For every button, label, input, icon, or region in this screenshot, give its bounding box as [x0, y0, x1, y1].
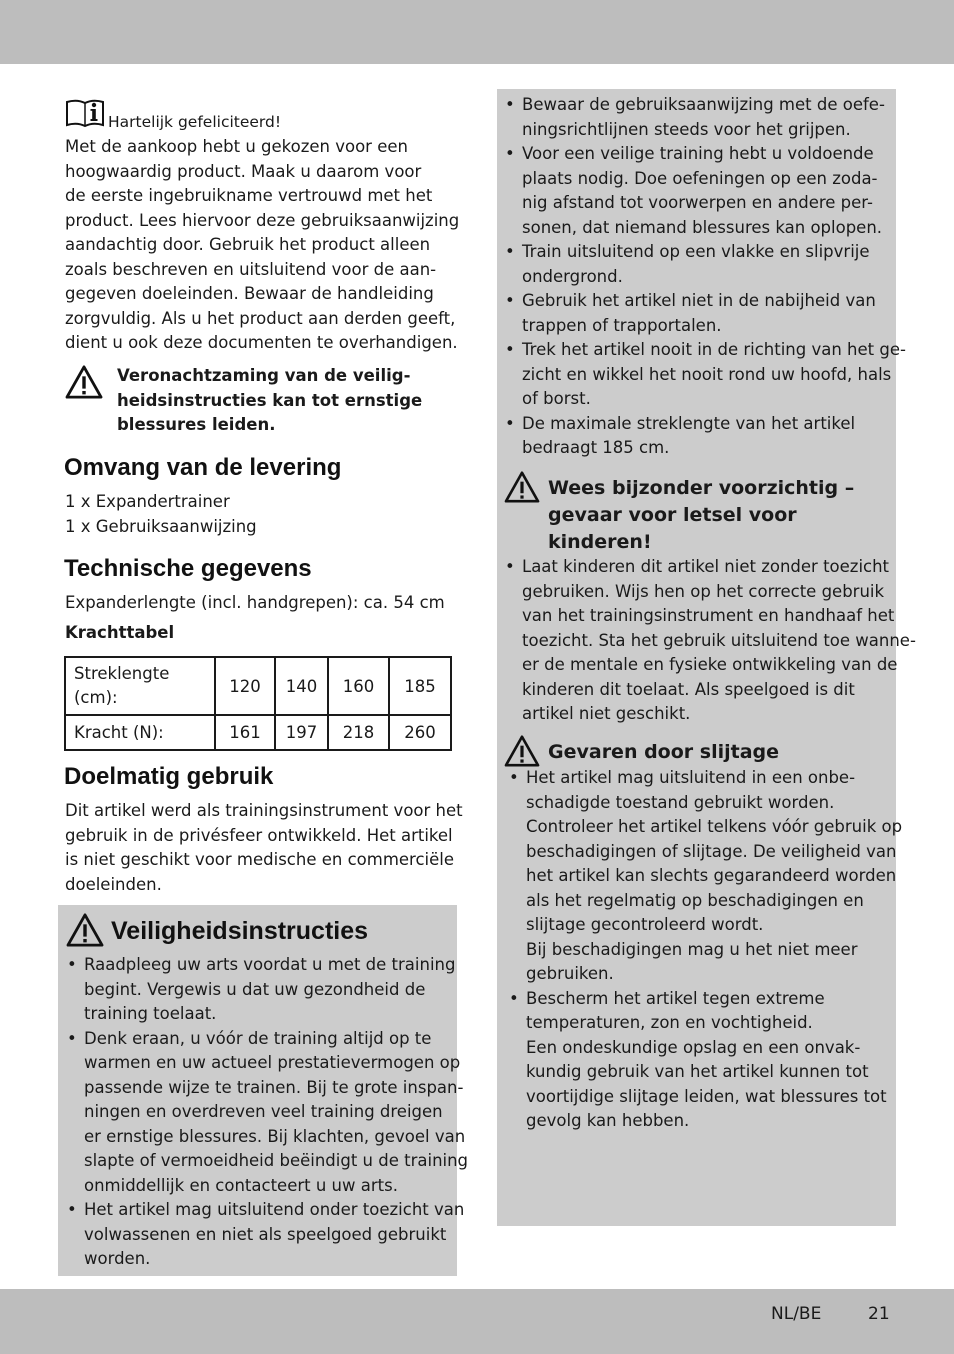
scope-item: 1 x Gebruiksaanwijzing	[65, 516, 257, 536]
list-item-line: Laat kinderen dit artikel niet zonder toezicht	[522, 557, 890, 576]
list-item-line: trappen of trapportalen.	[522, 315, 722, 335]
children-list	[504, 555, 916, 727]
training-list	[504, 93, 906, 461]
wear-list	[508, 766, 903, 1134]
warning-intro-text	[117, 364, 447, 438]
list-item-line: bedraagt 185 cm.	[522, 438, 670, 457]
intro-line: gegeven doeleinden. Bewaar de handleiding	[65, 284, 434, 303]
intro-line: product. Lees hiervoor deze gebruiksaanwijzing	[65, 210, 460, 230]
list-item-line: Voor een veilige training hebt u voldoende	[522, 144, 874, 163]
table-cell: 120	[215, 657, 275, 715]
table-cell: 140	[275, 657, 328, 715]
scope-heading: Omvang van de levering	[64, 454, 342, 481]
warning-triangle-icon	[503, 471, 541, 503]
list-item-line: zicht en wikkel het nooit rond uw hoofd, hals	[522, 364, 892, 384]
intended-use-heading: Doelmatig gebruik	[64, 763, 274, 790]
list-item	[66, 953, 456, 1027]
list-item-line: Trek het artikel nooit in de richting van het ge-	[522, 340, 906, 359]
list-item-line: toezicht. Sta het gebruik uitsluitend toe wanne-	[522, 630, 916, 650]
force-table-title: Krachttabel	[65, 623, 175, 642]
list-item	[504, 93, 894, 142]
list-item-line: volwassenen en niet als speelgoed gebruikt	[84, 1224, 447, 1244]
list-item-line: Bescherm het artikel tegen extreme	[526, 988, 825, 1008]
list-item-line: ningen en overdreven veel training dreigen	[84, 1102, 443, 1121]
list-item-line: Gebruik het artikel niet in de nabijheid van	[522, 291, 876, 310]
table-cell: 160	[328, 657, 389, 715]
safety-heading: Veiligheidsinstructies	[111, 917, 369, 945]
table-cell: 197	[275, 715, 328, 750]
bullet-icon: •	[505, 242, 515, 261]
intended-use-line: gebruik in de privésfeer ontwikkeld. Het artikel	[65, 825, 453, 845]
list-item-line: Het artikel mag uitsluitend onder toezicht van	[84, 1200, 465, 1219]
list-item-line: artikel niet geschikt.	[522, 704, 691, 723]
list-item-line: sonen, dat niemand blessures kan oplopen.	[522, 217, 883, 237]
expander-length: Expanderlengte (incl. handgrepen): ca. 54 cm	[65, 593, 445, 612]
list-item-line: slijtage gecontroleerd wordt.	[526, 915, 764, 934]
table-cell: 260	[389, 715, 451, 750]
warning-line: Veronachtzaming van de veilig-	[117, 366, 411, 385]
bullet-icon: •	[505, 95, 515, 114]
list-item-line: gevolg kan hebben.	[526, 1111, 690, 1130]
warning-triangle-icon	[503, 735, 541, 767]
list-item-line: Controleer het artikel telkens vóór gebruik op	[526, 817, 903, 836]
intended-use-paragraph	[65, 799, 463, 897]
intended-use-line: is niet geschikt voor medische en commerciële	[65, 850, 455, 869]
list-item-line: kundig gebruik van het artikel kunnen tot	[526, 1062, 869, 1081]
scope-list	[65, 490, 257, 539]
list-item-line: onmiddellijk en contacteert u uw arts.	[84, 1175, 398, 1195]
list-item	[504, 555, 916, 727]
list-item-line: van het trainingsinstrument en handhaaf het	[522, 606, 895, 625]
table-cell: 185	[389, 657, 451, 715]
bullet-icon: •	[505, 291, 515, 310]
list-item-line: gebruiken.	[526, 964, 614, 983]
list-item-line: begint. Vergewis u dat uw gezondheid de	[84, 979, 426, 999]
list-item-line: worden.	[84, 1249, 151, 1268]
page-number: 21	[868, 1304, 890, 1324]
list-item-line: beschadigingen of slijtage. De veiligheid van	[526, 841, 897, 861]
bullet-icon: •	[67, 1200, 77, 1219]
list-item-line: temperaturen, zon en vochtigheid.	[526, 1013, 813, 1032]
intro-line: Met de aankoop hebt u gekozen voor een	[65, 137, 408, 156]
bullet-icon: •	[509, 768, 519, 787]
list-item-line: schadigde toestand gebruikt worden.	[526, 792, 835, 812]
safety-list	[66, 953, 469, 1272]
children-heading-line: kinderen!	[548, 531, 652, 553]
list-item-line: Het artikel mag uitsluitend in een onbe-	[526, 768, 856, 787]
warning-triangle-icon	[65, 913, 105, 947]
bullet-icon: •	[67, 1028, 77, 1048]
warning-line: heidsinstructies kan tot ernstige	[117, 390, 423, 410]
list-item-line: passende wijze te trainen. Bij te grote inspan-	[84, 1077, 464, 1097]
intro-line: de eerste ingebruikname vertrouwd met het	[65, 186, 433, 205]
intro-paragraph	[65, 135, 460, 356]
children-heading-line: gevaar voor letsel voor	[548, 504, 797, 526]
list-item-line: Bij beschadigingen mag u het niet meer	[526, 939, 858, 959]
table-cell: 218	[328, 715, 389, 750]
intro-line: dient u ook deze documenten te overhandigen.	[65, 333, 458, 352]
list-item-line: als het regelmatig op beschadigingen en	[526, 890, 864, 910]
list-item-line: ondergrond.	[522, 266, 623, 286]
warning-triangle-icon	[64, 365, 104, 399]
table-row-label: Streklengte (cm):	[65, 657, 215, 715]
list-item-line: Denk eraan, u vóór de training altijd op te	[84, 1028, 432, 1048]
list-item-line: De maximale streklengte van het artikel	[522, 413, 856, 433]
list-item	[504, 240, 894, 289]
list-item	[66, 1198, 465, 1272]
list-item-line: nig afstand tot voorwerpen en andere per-	[522, 193, 873, 212]
table-row-label: Kracht (N):	[65, 715, 215, 750]
list-item-line: Bewaar de gebruiksaanwijzing met de oefe-	[522, 95, 885, 114]
list-item-line: warmen en uw actueel prestatievermogen op	[84, 1053, 461, 1072]
intended-use-line: Dit artikel werd als trainingsinstrument voor het	[65, 801, 463, 820]
list-item	[66, 1027, 469, 1199]
bullet-icon: •	[67, 955, 77, 974]
list-item-line: Train uitsluitend op een vlakke en slipvrije	[522, 242, 870, 261]
list-item	[504, 289, 894, 338]
bullet-icon: •	[505, 340, 515, 359]
wear-heading: Gevaren door slijtage	[548, 741, 780, 763]
list-item-line: ningsrichtlijnen steeds voor het grijpen.	[522, 119, 851, 139]
list-item-line: gebruiken. Wijs hen op het correcte gebruik	[522, 581, 885, 601]
intro-line: zorgvuldig. Als u het product aan derden geeft,	[65, 308, 456, 328]
table-cell: 161	[215, 715, 275, 750]
force-table	[64, 656, 452, 751]
tech-heading: Technische gegevens	[64, 555, 312, 582]
list-item-line: Een ondeskundige opslag en een onvak-	[526, 1037, 861, 1057]
intro-line: hoogwaardig product. Maak u daarom voor	[65, 161, 422, 181]
children-warning-heading	[548, 475, 854, 556]
list-item-line: training toelaat.	[84, 1004, 217, 1023]
list-item	[504, 338, 906, 412]
list-item	[504, 142, 894, 240]
intro-line: aandachtig door. Gebruik het product alleen	[65, 235, 431, 254]
intro-line: zoals beschreven en uitsluitend voor de aan-	[65, 259, 437, 279]
list-item-line: of borst.	[522, 389, 591, 408]
list-item-line: kinderen dit toelaat. Als speelgoed is dit	[522, 679, 855, 699]
list-item-line: Raadpleeg uw arts voordat u met de training	[84, 955, 456, 974]
bullet-icon: •	[505, 144, 515, 163]
bullet-icon: •	[505, 557, 515, 576]
header-band	[0, 0, 954, 64]
list-item-line: voortijdige slijtage leiden, wat blessures tot	[526, 1086, 887, 1106]
list-item-line: plaats nodig. Doe oefeningen op een zoda-	[522, 168, 878, 188]
list-item-line: slapte of vermoeidheid beëindigt u de training	[84, 1151, 469, 1170]
children-heading-line: Wees bijzonder voorzichtig –	[548, 477, 855, 499]
warning-line: blessures leiden.	[117, 415, 276, 434]
list-item-line: er de mentale en fysieke ontwikkeling van de	[522, 655, 898, 674]
bullet-icon: •	[505, 413, 515, 433]
list-item	[504, 412, 894, 461]
scope-item: 1 x Expandertrainer	[65, 492, 230, 511]
list-item-line: het artikel kan slechts gegarandeerd worden	[526, 866, 897, 885]
info-book-icon	[65, 98, 105, 128]
intended-use-line: doeleinden.	[65, 874, 162, 894]
bullet-icon: •	[509, 988, 519, 1008]
footer-language: NL/BE	[771, 1304, 822, 1324]
list-item-line: er ernstige blessures. Bij klachten, gevoel van	[84, 1126, 466, 1146]
list-item	[508, 987, 898, 1134]
list-item	[508, 766, 903, 987]
congratulations-text: Hartelijk gefeliciteerd!	[108, 113, 282, 131]
